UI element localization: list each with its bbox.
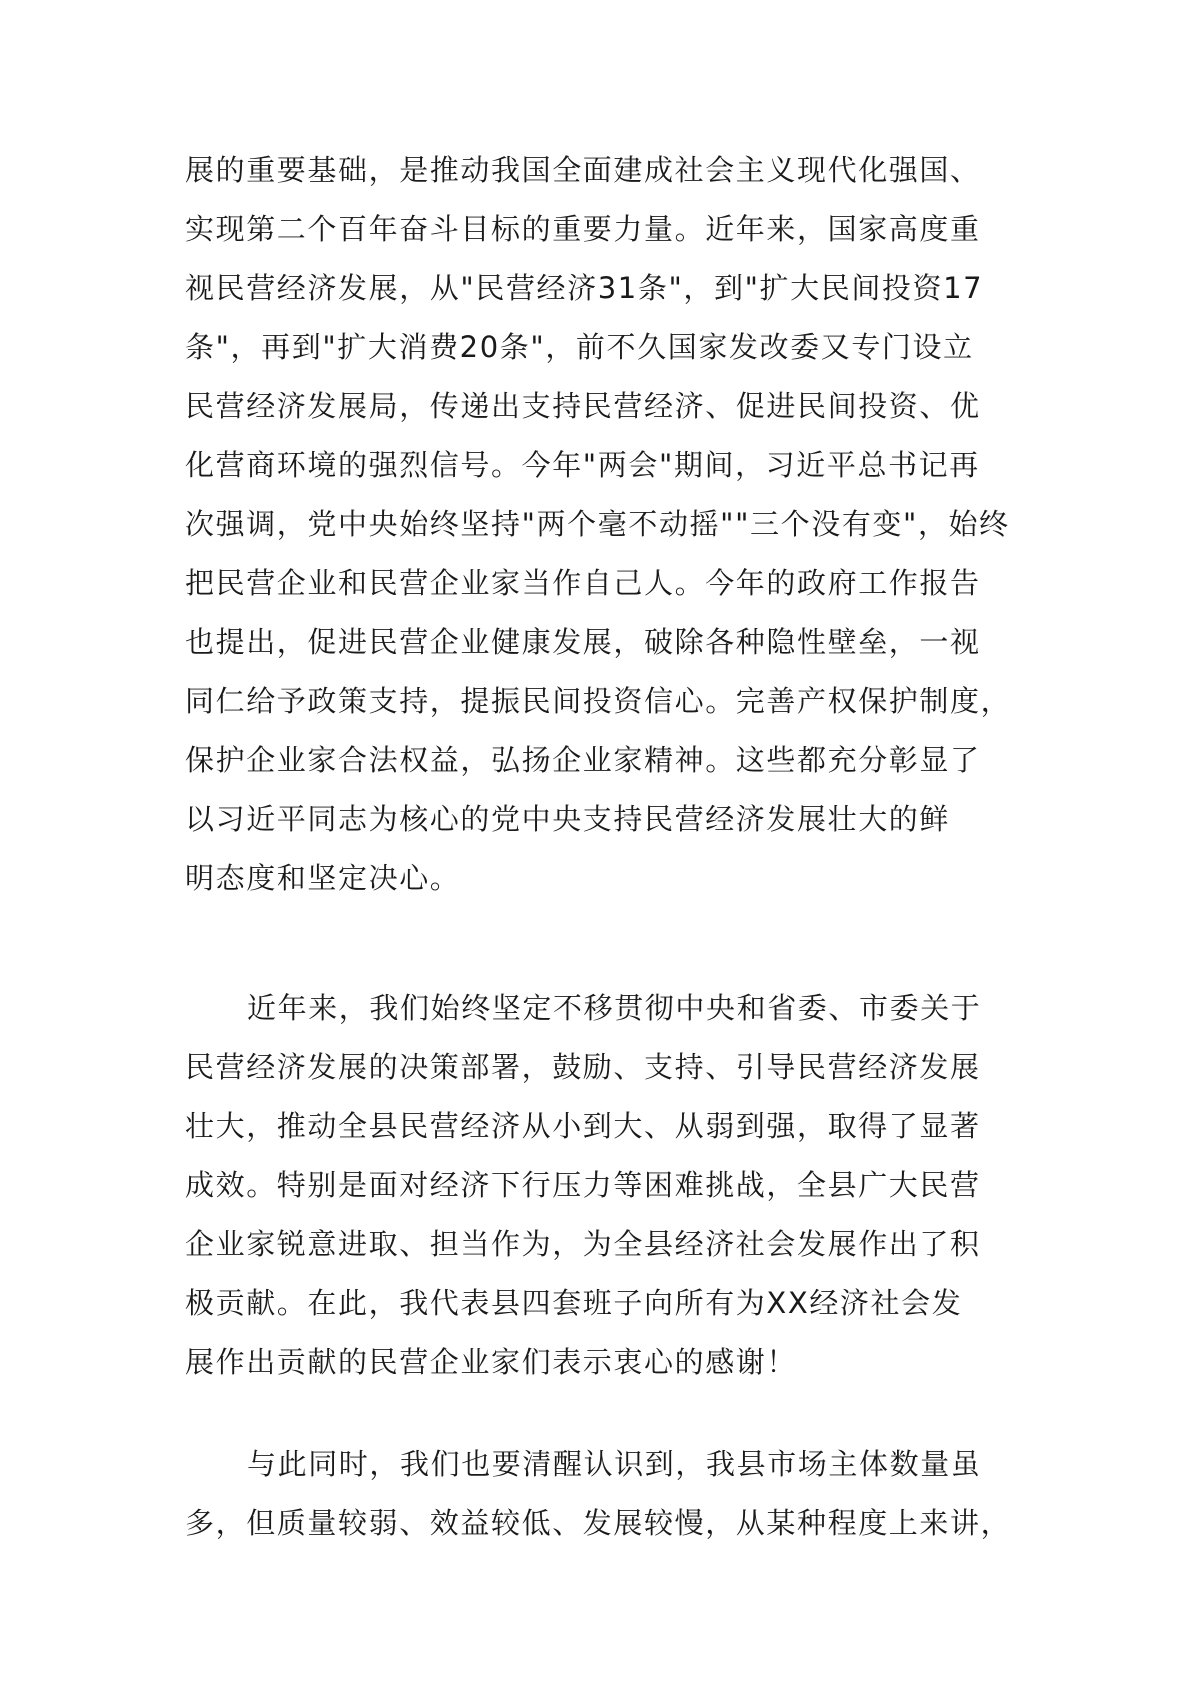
text-line: 近年来，我们始终坚定不移贯彻中央和省委、市委关于: [247, 991, 982, 1025]
text-line: 多，但质量较弱、效益较低、发展较慢，从某种程度上来讲，: [185, 1506, 1012, 1540]
text-line: 展作出贡献的民营企业家们表示衷心的感谢！: [185, 1345, 798, 1379]
text-line: 视民营经济发展，从"民营经济31条"，到"扩大民间投资17: [185, 271, 984, 305]
text-line: 实现第二个百年奋斗目标的重要力量。近年来，国家高度重: [185, 212, 981, 246]
text-line: 企业家锐意进取、担当作为，为全县经济社会发展作出了积: [185, 1227, 981, 1261]
text-line: 化营商环境的强烈信号。今年"两会"期间，习近平总书记再: [185, 448, 980, 482]
text-line: 民营经济发展的决策部署，鼓励、支持、引导民营经济发展: [185, 1050, 981, 1084]
text-line: 同仁给予政策支持，提振民间投资信心。完善产权保护制度，: [185, 684, 1012, 718]
text-line: 也提出，促进民营企业健康发展，破除各种隐性壁垒，一视: [185, 625, 981, 659]
text-line: 极贡献。在此，我代表县四套班子向所有为XX经济社会发: [185, 1286, 963, 1320]
text-line: 次强调，党中央始终坚持"两个毫不动摇""三个没有变"，始终: [185, 507, 1010, 541]
text-line: 展的重要基础，是推动我国全面建成社会主义现代化强国、: [185, 153, 981, 187]
text-line: 条"，再到"扩大消费20条"，前不久国家发改委又专门设立: [185, 330, 974, 364]
text-line: 成效。特别是面对经济下行压力等困难挑战，全县广大民营: [185, 1168, 981, 1202]
text-line: 把民营企业和民营企业家当作自己人。今年的政府工作报告: [185, 566, 981, 600]
text-line: 明态度和坚定决心。: [185, 861, 461, 895]
text-line: 保护企业家合法权益，弘扬企业家精神。这些都充分彰显了: [185, 743, 981, 777]
text-line: 以习近平同志为核心的党中央支持民营经济发展壮大的鲜: [185, 802, 951, 836]
text-line: 民营经济发展局，传递出支持民营经济、促进民间投资、优: [185, 389, 981, 423]
text-line: 壮大，推动全县民营经济从小到大、从弱到强，取得了显著: [185, 1109, 981, 1143]
text-line: 与此同时，我们也要清醒认识到，我县市场主体数量虽: [247, 1447, 982, 1481]
